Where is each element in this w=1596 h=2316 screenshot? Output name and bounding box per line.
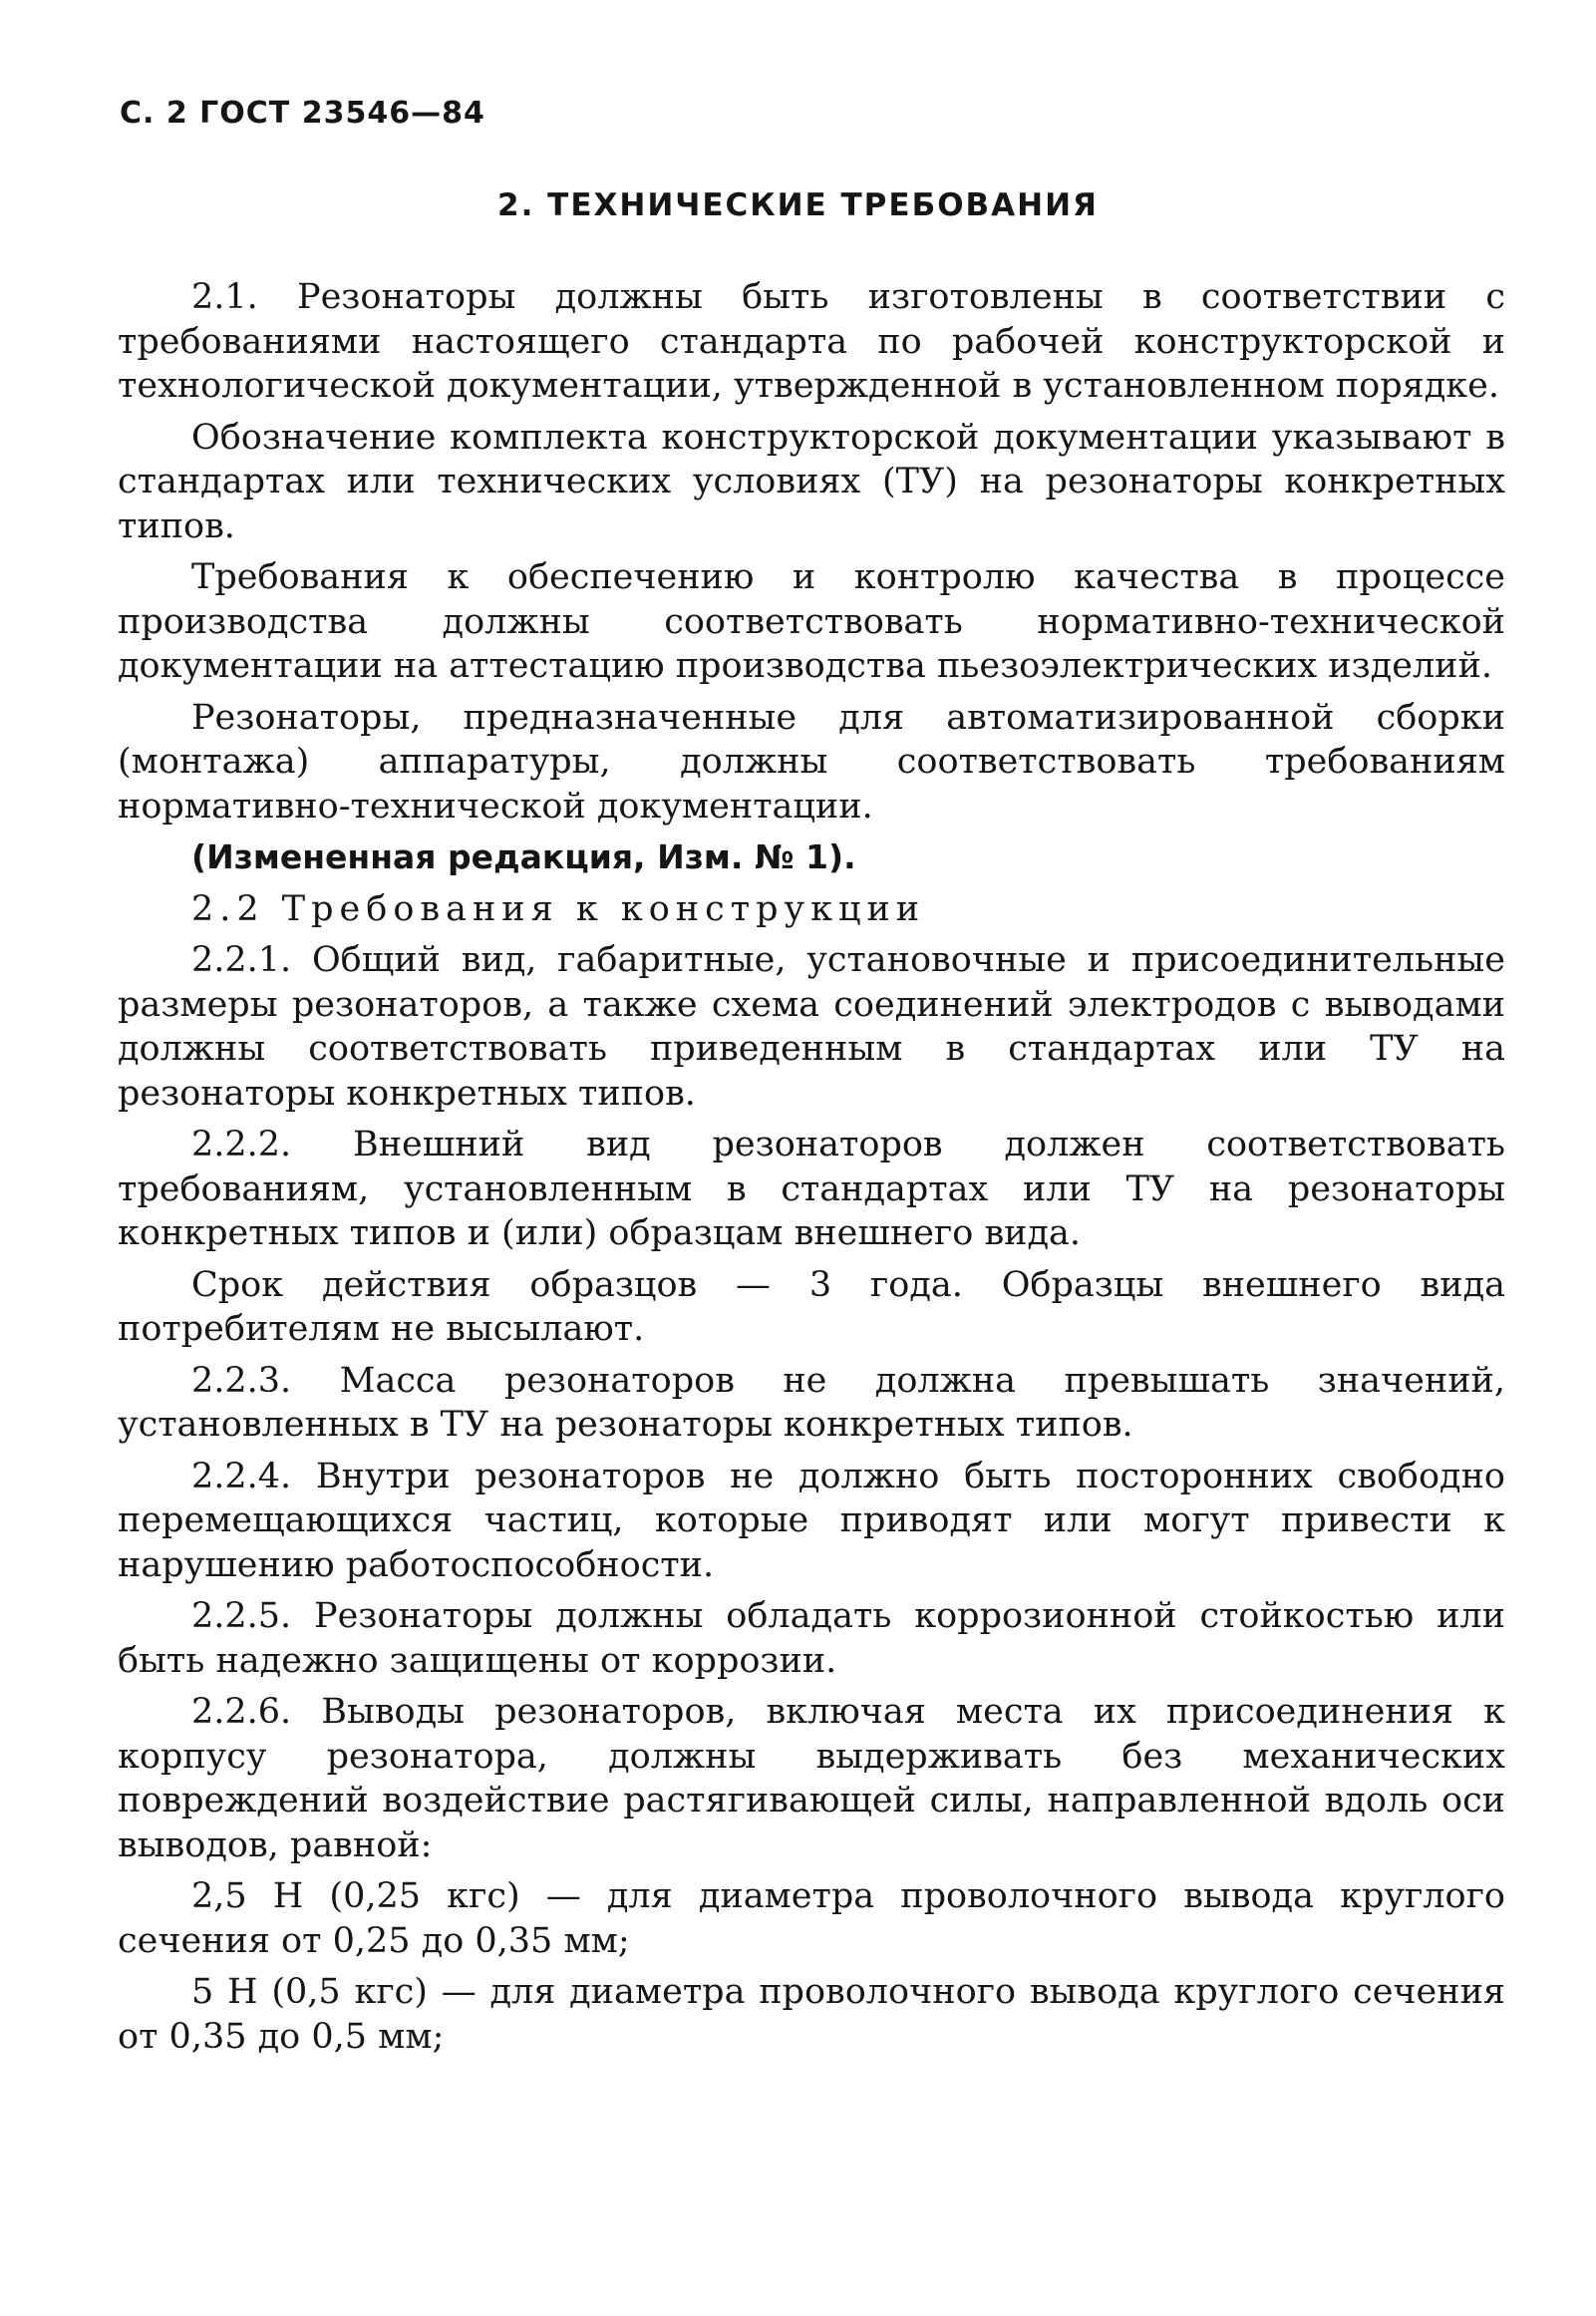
document-body — [118, 275, 1505, 2066]
subsection-heading-2-2: 2.2 Требования к конструкции — [191, 888, 926, 929]
section-title: 2. ТЕХНИЧЕСКИЕ ТРЕБОВАНИЯ — [497, 187, 1099, 223]
paragraph-force-2-5n: 2,5 Н (0,25 кгс) — для диаметра проволочного вывода круглого сечения от 0,25 до 0,35 мм; — [118, 1876, 1505, 1961]
paragraph-quality-requirements: Требования к обеспечению и контролю качества в процессе производства должны соответствовать нормативно-технической документации на аттестацию производства пьезоэлектрических изделий. — [118, 557, 1505, 686]
paragraph-2-2-2: 2.2.2. Внешний вид резонаторов должен соответствовать требованиям, установленным в стандартах или ТУ на резонаторы конкретных типов и (или) образцам внешнего вида. — [118, 1125, 1505, 1253]
paragraph-2-2-4: 2.2.4. Внутри резонаторов не должно быть посторонних свободно перемещающихся частиц, которые приводят или могут привести к нарушению работоспособности. — [118, 1456, 1505, 1585]
paragraph-sample-validity: Срок действия образцов — 3 года. Образцы внешнего вида потребителям не высылают. — [118, 1264, 1505, 1349]
paragraph-force-5n: 5 Н (0,5 кгс) — для диаметра проволочного вывода круглого сечения от 0,35 до 0,5 мм; — [118, 1972, 1505, 2057]
running-head: С. 2 ГОСТ 23546—84 — [120, 96, 485, 131]
paragraph-designation: Обозначение комплекта конструкторской документации указывают в стандартах или технических условиях (ТУ) на резонаторы конкретных типов. — [118, 417, 1505, 546]
paragraph-2-1: 2.1. Резонаторы должны быть изготовлены в соответствии с требованиями настоящего стандарта по рабочей конструкторской и технологической документации, утвержденной в установленном порядке. — [118, 277, 1505, 406]
paragraph-automated-assembly: Резонаторы, предназначенные для автоматизированной сборки (монтажа) аппаратуры, должны соответствовать требованиям нормативно-технической документации. — [118, 697, 1505, 827]
paragraph-2-2-3: 2.2.3. Масса резонаторов не должна превышать значений, установленных в ТУ на резонаторы конкретных типов. — [118, 1360, 1505, 1445]
paragraph-2-2-5: 2.2.5. Резонаторы должны обладать коррозионной стойкостью или быть надежно защищены от коррозии. — [118, 1596, 1505, 1681]
amendment-note: (Измененная редакция, Изм. № 1). — [191, 837, 856, 876]
paragraph-2-2-6: 2.2.6. Выводы резонаторов, включая места их присоединения к корпусу резонатора, должны выдерживать без механических повреждений воздействие растягивающей силы, направленной вдоль оси выводов, равной: — [118, 1692, 1505, 1865]
paragraph-2-2-1: 2.2.1. Общий вид, габаритные, установочные и присоединительные размеры резонаторов, а также схема соединений электродов с выводами должны соответствовать приведенным в стандартах или ТУ на резонаторы конкретных типов. — [118, 940, 1505, 1114]
